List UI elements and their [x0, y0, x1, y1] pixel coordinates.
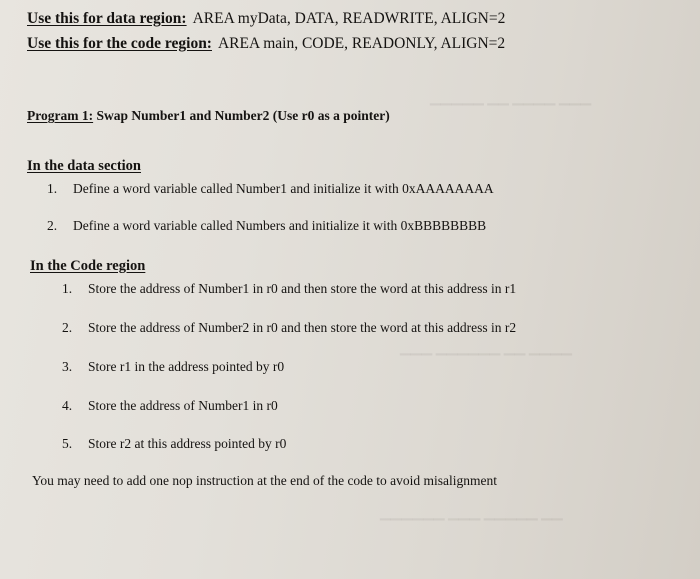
list-item-number: 2.	[62, 320, 73, 335]
list-item-text: Store r1 in the address pointed by r0	[88, 359, 285, 374]
misalignment-note: You may need to add one nop instruction at the end of the code to avoid misalignment	[32, 473, 498, 488]
list-item	[62, 359, 284, 375]
list-item-text: Store the address of Number2 in r0 and then store the word at this address in r2	[88, 320, 517, 335]
bleed-through-texture: ▁▁ ▁▁▁▁▁ ▁▁▁ ▁▁▁▁▁▁	[380, 506, 563, 521]
data-region-line	[27, 10, 505, 28]
list-item-text: Store the address of Number1 in r0	[88, 398, 278, 413]
list-item-number: 2.	[47, 218, 58, 233]
list-item-number: 5.	[62, 436, 73, 451]
list-item	[62, 320, 516, 336]
bleed-through-texture: ▁▁▁ ▁▁▁▁ ▁▁ ▁▁▁▁▁	[430, 91, 592, 106]
program-title-line	[27, 108, 390, 124]
data-region-value: AREA myData, DATA, READWRITE, ALIGN=2	[192, 10, 506, 27]
list-item-text: Store r2 at this address pointed by r0	[88, 436, 287, 451]
list-item-number: 1.	[47, 181, 58, 196]
code-region-line	[27, 35, 505, 53]
list-item-text: Define a word variable called Numbers and initialize it with 0xBBBBBBBB	[73, 218, 487, 233]
list-item-text: Define a word variable called Number1 and initialize it with 0xAAAAAAAA	[73, 181, 494, 196]
code-region-label: Use this for the code region:	[27, 35, 212, 52]
list-item-text: Store the address of Number1 in r0 and then store the word at this address in r1	[88, 281, 517, 296]
code-region-value: AREA main, CODE, READONLY, ALIGN=2	[217, 35, 506, 52]
code-section-heading: In the Code region	[30, 258, 146, 274]
program-label: Program 1:	[27, 108, 94, 123]
data-section-heading: In the data section	[27, 158, 141, 174]
list-item	[62, 436, 286, 452]
bleed-through-texture: ▁▁▁▁ ▁▁ ▁▁▁▁▁▁ ▁▁▁	[400, 341, 572, 356]
list-item-number: 3.	[62, 359, 73, 374]
list-item	[47, 181, 494, 197]
list-item	[62, 398, 278, 414]
list-item-number: 4.	[62, 398, 73, 413]
program-title: Swap Number1 and Number2 (Use r0 as a pointer)	[96, 108, 390, 123]
list-item	[62, 281, 516, 297]
data-region-label: Use this for data region:	[27, 10, 187, 27]
list-item	[47, 218, 486, 234]
list-item-number: 1.	[62, 281, 73, 296]
